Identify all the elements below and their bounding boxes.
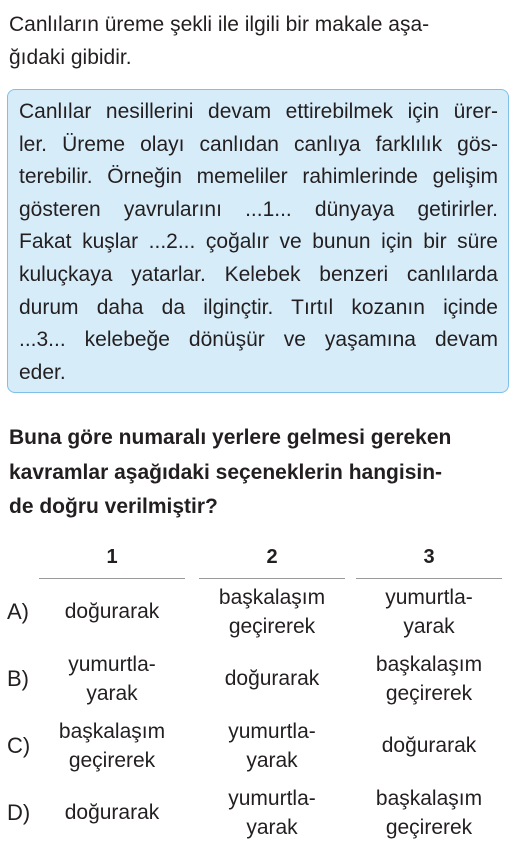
question-text bbox=[9, 421, 515, 525]
cell-text: geçirerek bbox=[385, 682, 473, 705]
cell-text: yumurtla- bbox=[228, 787, 316, 810]
passage-line: Canlılar nesillerini devam ettirebilmek için ürer- bbox=[19, 100, 498, 123]
option-c-cell-3 bbox=[354, 731, 504, 760]
cell-text: başkalaşım bbox=[218, 586, 326, 609]
column-header-2: 2 bbox=[266, 546, 278, 568]
passage-line: gösteren yavrularını ...1... dünyaya getirirler. bbox=[19, 197, 498, 221]
option-a-cell-3 bbox=[354, 583, 504, 641]
option-c-letter[interactable]: C) bbox=[7, 733, 31, 758]
column-header-3: 3 bbox=[423, 546, 435, 568]
passage-line: ler. Üreme olayı canlıdan canlıya farklılık gös- bbox=[19, 132, 498, 156]
cell-text: başkalaşım bbox=[375, 653, 483, 676]
question-line: de doğru verilmiştir? bbox=[9, 495, 218, 518]
passage-line: kuluçkaya yatarlar. Kelebek benzeri canlılarda bbox=[19, 262, 498, 286]
intro-line: Canlıların üreme şekli ile ilgili bir makale aşa- bbox=[9, 13, 430, 36]
cell-text: yumurtla- bbox=[228, 720, 316, 743]
column-header-1: 1 bbox=[106, 546, 118, 568]
cell-text: doğurarak bbox=[64, 600, 160, 623]
cell-text: doğurarak bbox=[64, 801, 160, 824]
passage-line: terebilir. Örneğin memeliler rahimlerinde gelişim bbox=[19, 165, 498, 189]
option-a-letter[interactable]: A) bbox=[7, 599, 29, 624]
option-b-cell-3 bbox=[354, 650, 504, 708]
option-d-cell-2 bbox=[197, 784, 347, 842]
passage-line: durum daha da ilginçtir. Tırtıl kozanın içinde bbox=[19, 295, 498, 319]
cell-text: yarak bbox=[246, 749, 298, 772]
passage-line: ...3... kelebeğe dönüşür ve yaşamına devam bbox=[19, 328, 498, 352]
cell-text: yarak bbox=[246, 816, 298, 839]
passage-line: Fakat kuşlar ...2... çoğalır ve bunun için bir süre bbox=[19, 230, 498, 254]
intro-line: ğıdaki gibidir. bbox=[9, 46, 132, 69]
option-b-cell-1 bbox=[37, 650, 187, 708]
cell-text: geçirerek bbox=[68, 749, 156, 772]
cell-text: başkalaşım bbox=[375, 787, 483, 810]
option-b-letter[interactable]: B) bbox=[7, 666, 29, 691]
option-d-cell-1 bbox=[37, 798, 187, 827]
question-line: kavramlar aşağıdaki seçeneklerin hangisin- bbox=[9, 460, 443, 484]
passage-box bbox=[7, 89, 509, 393]
question-line: Buna göre numaralı yerlere gelmesi gereken bbox=[9, 426, 452, 449]
cell-text: doğurarak bbox=[381, 734, 477, 757]
option-c-cell-2 bbox=[197, 717, 347, 775]
option-b-cell-2 bbox=[197, 664, 347, 693]
header-divider bbox=[39, 578, 185, 579]
header-divider bbox=[199, 578, 345, 579]
cell-text: doğurarak bbox=[224, 667, 320, 690]
intro-text bbox=[9, 8, 515, 74]
cell-text: geçirerek bbox=[385, 816, 473, 839]
cell-text: yarak bbox=[403, 615, 455, 638]
option-a-cell-1 bbox=[37, 597, 187, 626]
option-d-cell-3 bbox=[354, 784, 504, 842]
passage-line: eder. bbox=[19, 360, 66, 384]
cell-text: başkalaşım bbox=[58, 720, 166, 743]
cell-text: yarak bbox=[86, 682, 138, 705]
header-divider bbox=[356, 578, 502, 579]
cell-text: geçirerek bbox=[228, 615, 316, 638]
option-a-cell-2 bbox=[197, 583, 347, 641]
option-c-cell-1 bbox=[37, 717, 187, 775]
option-d-letter[interactable]: D) bbox=[7, 800, 31, 825]
cell-text: yumurtla- bbox=[385, 586, 473, 609]
cell-text: yumurtla- bbox=[68, 653, 156, 676]
